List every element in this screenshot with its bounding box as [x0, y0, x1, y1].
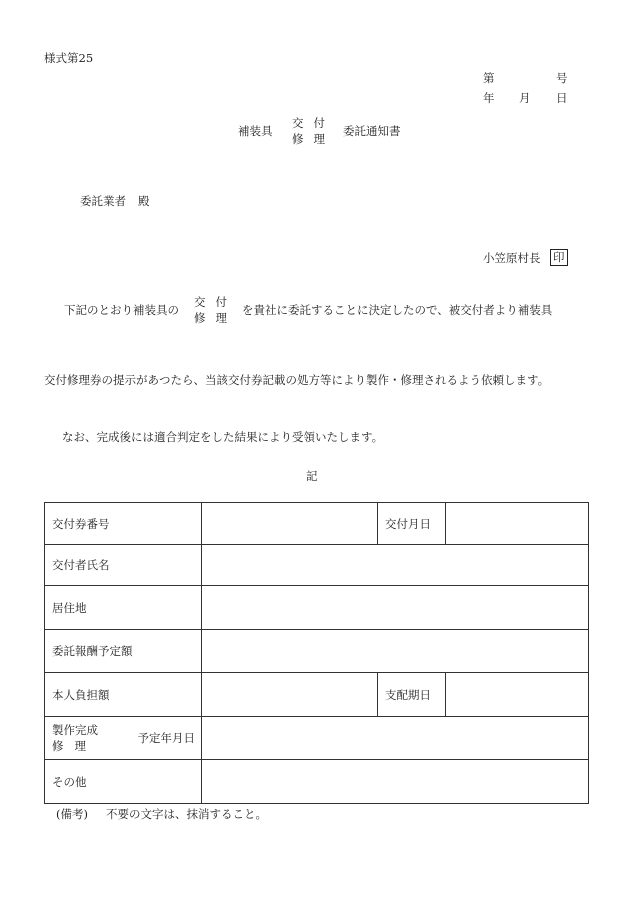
date-year-label: 年: [483, 91, 495, 105]
issue-date-label: 交付月日: [378, 503, 446, 545]
ticket-number-field[interactable]: [202, 503, 378, 545]
title-suffix: 委託通知書: [343, 124, 401, 138]
body-option-top: 交付: [194, 295, 237, 309]
self-pay-label: 本人負担額: [45, 673, 202, 717]
table-row: [45, 503, 589, 545]
recipient-name-label: 交付者氏名: [45, 545, 202, 586]
title-option-stack: [292, 115, 335, 147]
completion-bottom-label: 修理: [52, 739, 97, 753]
title-prefix: 補装具: [238, 124, 273, 138]
issuer-name: 小笠原村長: [483, 251, 541, 265]
document-number-label: 第: [483, 71, 495, 85]
body-option-stack: [194, 294, 237, 326]
body-line2: 交付修理券の提示があつたら、当該交付券記載の処方等により製作・修理されるよう依頼します。: [44, 373, 550, 387]
ki-heading: 記: [306, 469, 318, 483]
form-number: 様式第25: [44, 51, 94, 65]
body-option-bottom: 修理: [194, 311, 237, 325]
residence-label: 居住地: [45, 586, 202, 630]
addressee-honorific: 殿: [138, 194, 150, 208]
other-field[interactable]: [202, 760, 589, 804]
other-label: その他: [45, 760, 202, 804]
date-day-label: 日: [556, 91, 568, 105]
residence-field[interactable]: [202, 586, 589, 630]
table-row: [45, 673, 589, 717]
document-number-suffix: 号: [556, 71, 568, 85]
body-line1-start: 下記のとおり補装具の: [64, 303, 179, 317]
table-row: [45, 630, 589, 673]
addressee-name: 委託業者: [80, 194, 126, 208]
table-row: [45, 586, 589, 630]
recipient-name-field[interactable]: [202, 545, 589, 586]
date-month-label: 月: [519, 91, 531, 105]
issue-date-field[interactable]: [446, 503, 589, 545]
fee-label: 委託報酬予定額: [45, 630, 202, 673]
ticket-number-label: 交付券番号: [45, 503, 202, 545]
completion-date-field[interactable]: [202, 717, 589, 760]
table-row: [45, 717, 589, 760]
body-line1-end: を貴社に委託することに決定したので、被交付者より補装具: [242, 303, 553, 317]
completion-label-cell: [45, 717, 202, 760]
payment-date-field[interactable]: [446, 673, 589, 717]
body-line3: なお、完成後には適合判定をした結果により受領いたします。: [62, 430, 384, 444]
note-text: 不要の文字は、抹消すること。: [106, 807, 267, 821]
table-row: [45, 545, 589, 586]
form-table: [44, 502, 589, 804]
title-option-bottom: 修理: [292, 132, 335, 146]
title-option-top: 交付: [292, 116, 335, 130]
payment-date-label: 支配期日: [378, 673, 446, 717]
fee-field[interactable]: [202, 630, 589, 673]
self-pay-field[interactable]: [202, 673, 378, 717]
note-label: (備考): [56, 807, 88, 821]
completion-top-label: 製作完成: [52, 723, 98, 737]
table-row: [45, 760, 589, 804]
seal-box: 印: [550, 249, 568, 266]
scheduled-date-label: 予定年月日: [137, 731, 195, 745]
